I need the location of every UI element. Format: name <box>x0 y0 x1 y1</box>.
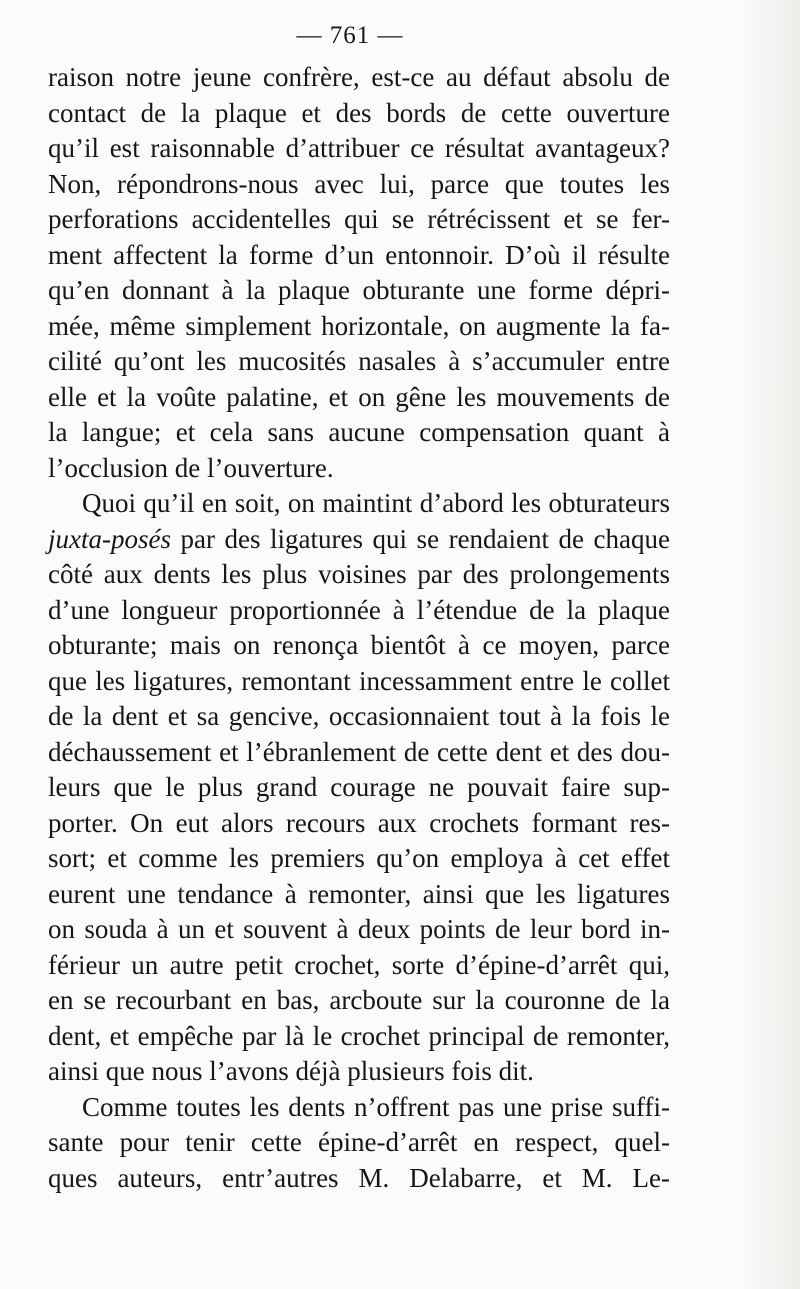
text-line: leurs que le plus grand courage ne pouvait faire sup- <box>48 772 670 802</box>
page-edge-shadow <box>740 0 800 1289</box>
text-line: sort; et comme les premiers qu’on employa à cet effet <box>48 843 670 873</box>
text-line: de la dent et sa gencive, occasionnaient tout à la fois le <box>48 701 670 731</box>
text-line: ques auteurs, entr’autres M. Delabarre, et M. Le- <box>48 1162 670 1193</box>
text-line: cilité qu’ont les mucosités nasales à s’accumuler entre <box>48 346 670 376</box>
text-line: eurent une tendance à remonter, ainsi que les ligatures <box>48 878 670 909</box>
text-line: elle et la voûte palatine, et on gêne les mouvements de <box>48 381 670 412</box>
text-line: Non, répondrons-nous avec lui, parce que toutes les <box>48 168 670 199</box>
text-line: que les ligatures, remontant incessamment entre le collet <box>48 665 670 696</box>
text-line: ment affectent la forme d’un entonnoir. D’où il résulte <box>48 239 670 270</box>
text-line: déchaussement et l’ébranlement de cette dent et des dou- <box>48 736 670 767</box>
text-line: Quoi qu’il en soit, on maintint d’abord les obturateurs <box>82 488 670 518</box>
text-line: férieur un autre petit crochet, sorte d’épine-d’arrêt qui, <box>48 949 670 980</box>
text-line: raison notre jeune confrère, est-ce au défaut absolu de <box>48 62 670 92</box>
italic-phrase: juxta-posés <box>48 523 171 554</box>
text-line-rest: par des ligatures qui se rendaient de chaque <box>180 523 671 554</box>
text-line-with-italic <box>48 522 670 558</box>
text-line: côté aux dents les plus voisines par des prolongements <box>48 559 670 589</box>
text-line: on souda à un et souvent à deux points de leur bord in- <box>48 914 670 944</box>
text-line: mée, même simplement horizontale, on augmente la fa- <box>48 310 670 341</box>
text-line: sante pour tenir cette épine-d’arrêt en respect, quel- <box>48 1127 670 1157</box>
text-line: porter. On eut alors recours aux crochets formant res- <box>48 807 670 838</box>
text-line: qu’il est raisonnable d’attribuer ce résultat avantageux? <box>48 133 670 163</box>
page-number: — 761 — <box>296 22 404 49</box>
text-line: Comme toutes les dents n’offrent pas une prise suffi- <box>82 1091 670 1122</box>
text-line: obturante; mais on renonça bientôt à ce moyen, parce <box>48 630 670 660</box>
text-line: contact de la plaque et des bords de cette ouverture <box>48 97 670 128</box>
text-line: la langue; et cela sans aucune compensation quant à <box>48 417 670 447</box>
text-line: ainsi que nous l’avons déjà plusieurs fois dit. <box>48 1056 534 1086</box>
text-line: dent, et empêche par là le crochet principal de remonter, <box>48 1020 670 1051</box>
body-text <box>48 60 670 1196</box>
text-line: l’occlusion de l’ouverture. <box>48 452 334 483</box>
text-line: en se recourbant en bas, arcboute sur la couronne de la <box>48 985 670 1015</box>
text-line: perforations accidentelles qui se rétrécissent et se fer- <box>48 204 670 234</box>
text-line: qu’en donnant à la plaque obturante une forme dépri- <box>48 275 670 305</box>
text-line: d’une longueur proportionnée à l’étendue de la plaque <box>48 594 670 625</box>
